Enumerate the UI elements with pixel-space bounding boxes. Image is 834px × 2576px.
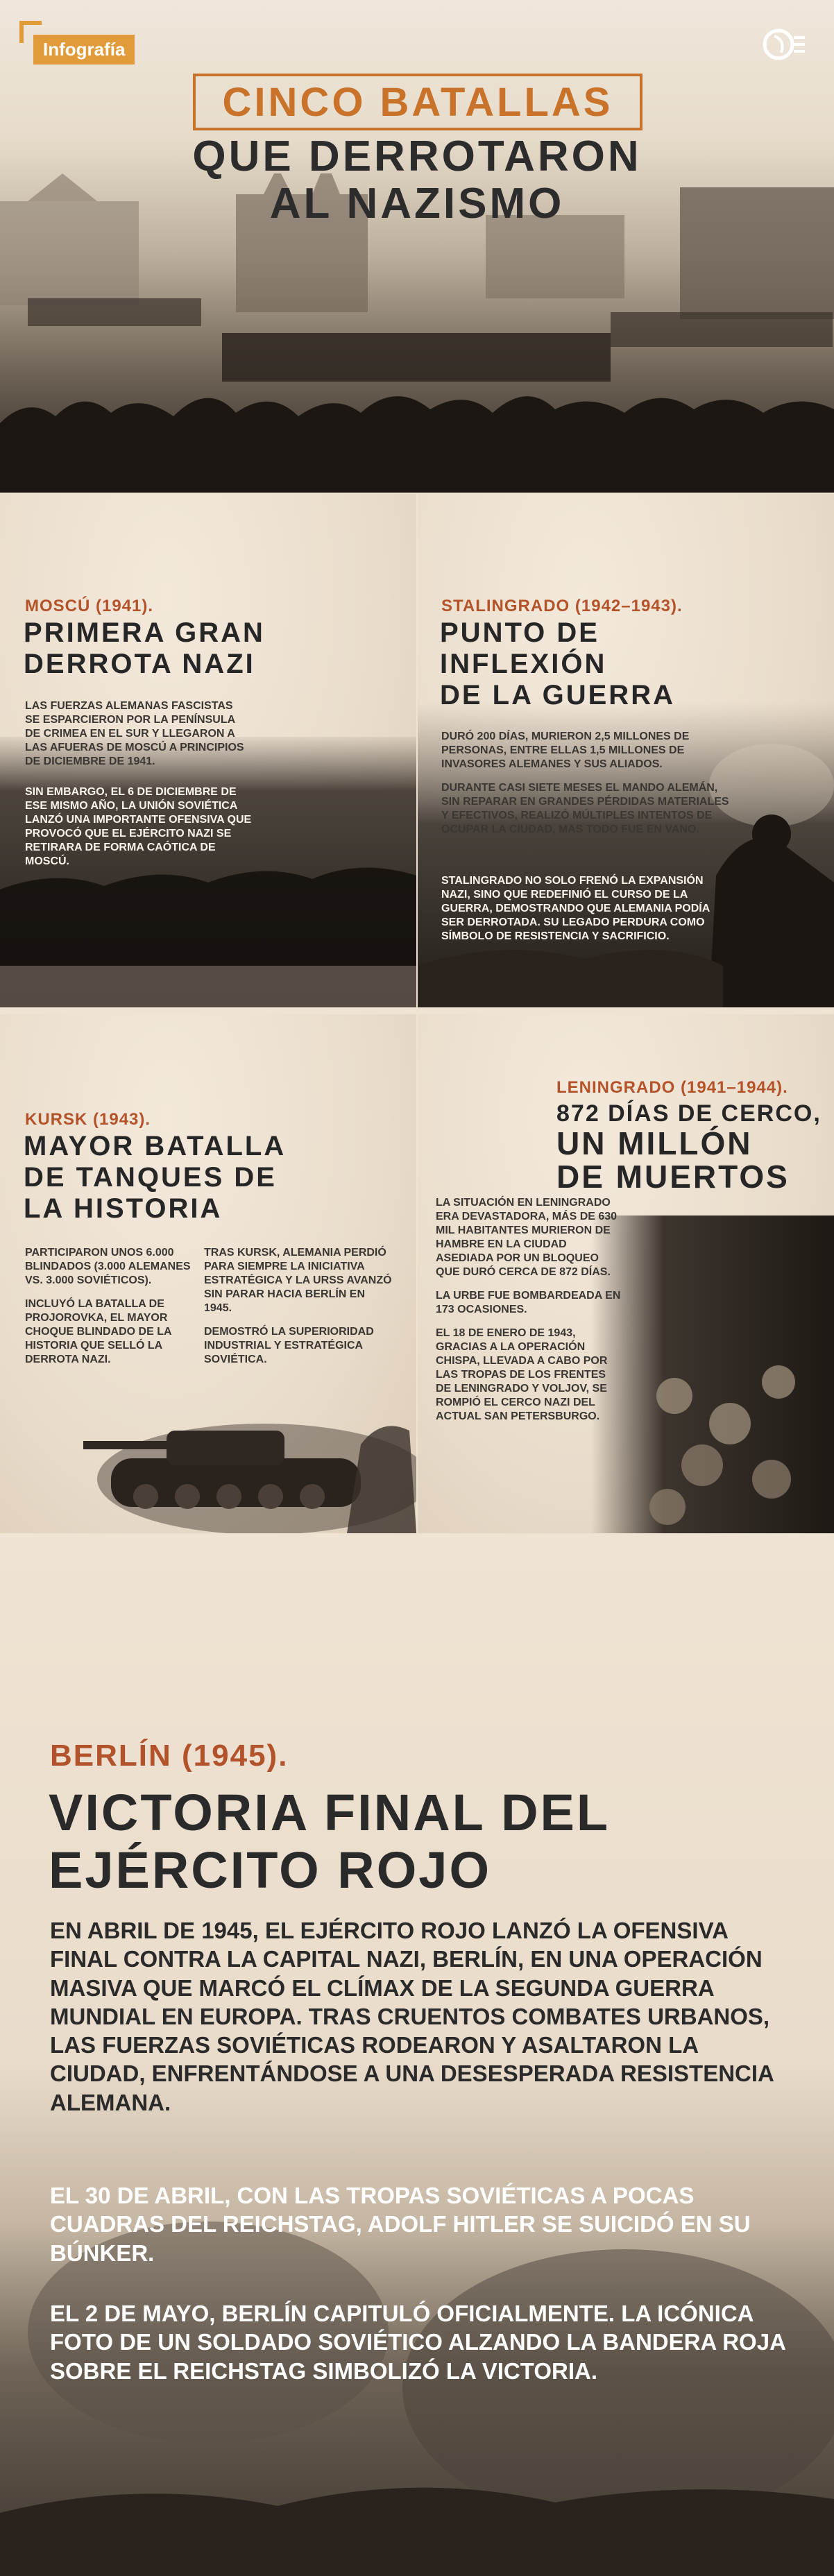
- kursk-text-left: [25, 1246, 192, 1376]
- moscu-paragraph-1: LAS FUERZAS ALEMANAS FASCISTAS SE ESPARCIERON POR LA PENÍNSULA DE CRIMEA EN EL SUR Y LLEGARON A LAS AFUERAS DE MOSCÚ A PRINCIPIOS DE DICIEMBRE DE 1941.: [25, 700, 244, 767]
- title-box: CINCO BATALLAS: [193, 74, 642, 130]
- leningrado-paragraph-3: EL 18 DE ENERO DE 1943, GRACIAS A LA OPERACIÓN CHISPA, LLEVADA A CABO POR LAS TROPAS DE LOS FRENTES DE LENINGRADO Y VOLJOV, SE ROMPIÓ EL CERCO NAZI DEL ACTUAL SAN PETERSBURGO.: [436, 1327, 608, 1422]
- stalingrado-title-line3: DE LA GUERRA: [440, 679, 675, 710]
- panel-moscu: [0, 494, 416, 1007]
- moscu-text-light: [25, 785, 261, 878]
- leningrado-paragraph-1: LA SITUACIÓN EN LENINGRADO ERA DEVASTADORA, MÁS DE 630 MIL HABITANTES MURIERON DE HAMBRE EN LA CIUDAD ASEDIADA POR UN BLOQUEO QUE DURÓ CERCA DE 872 DÍAS.: [436, 1197, 618, 1278]
- kursk-paragraph-3: TRAS KURSK, ALEMANIA PERDIÓ PARA SIEMPRE LA INICIATIVA ESTRATÉGICA Y LA URSS AVANZÓ SIN PARAR HACIA BERLÍN EN 1945.: [204, 1247, 392, 1314]
- leningrado-title-line1: 872 DÍAS DE CERCO,: [556, 1100, 822, 1127]
- berlin-title: [49, 1784, 784, 1900]
- kursk-paragraph-2: INCLUYÓ LA BATALLA DE PROJOROVKA, EL MAYOR CHOQUE BLINDADO DE LA HISTORIA QUE SELLÓ LA DERROTA NAZI.: [25, 1298, 171, 1365]
- berlin-paragraph-3: EL 2 DE MAYO, BERLÍN CAPITULÓ OFICIALMENTE. LA ICÓNICA FOTO DE UN SOLDADO SOVIÉTICO ALZANDO LA BANDERA ROJA SOBRE EL REICHSTAG SIMBOLIZÓ LA VICTORIA.: [50, 2301, 785, 2384]
- tank-photo: [83, 1375, 416, 1533]
- moscu-paragraph-2: SIN EMBARGO, EL 6 DE DICIEMBRE DE ESE MISMO AÑO, LA UNIÓN SOVIÉTICA LANZÓ UNA IMPORTANTE OFENSIVA QUE PROVOCÓ QUE EL EJÉRCITO NAZI SE RETIRARA DE FORMA CAÓTICA DE MOSCÚ.: [25, 786, 252, 867]
- stalingrado-title-line1: PUNTO DE: [440, 617, 599, 648]
- berlin-paragraph-2: EL 30 DE ABRIL, CON LAS TROPAS SOVIÉTICAS A POCAS CUADRAS DEL REICHSTAG, ADOLF HITLER SE SUICIDÓ EN SU BÚNKER.: [50, 2183, 751, 2266]
- moscu-title: [24, 617, 265, 680]
- kursk-title-line3: LA HISTORIA: [24, 1193, 223, 1224]
- panel-stalingrado: [418, 494, 834, 1007]
- kursk-text-right: [204, 1246, 395, 1376]
- stalingrado-kicker: STALINGRADO (1942–1943).: [441, 597, 683, 615]
- leningrado-paragraph-2: LA URBE FUE BOMBARDEADA EN 173 OCASIONES.: [436, 1290, 621, 1315]
- stalingrado-title-line2: INFLEXIÓN: [440, 648, 607, 679]
- stalingrado-paragraph-1: DURÓ 200 DÍAS, MURIERON 2,5 MILLONES DE PERSONAS, ENTRE ELLAS 1,5 MILLONES DE INVASORES ALEMANES Y SUS ALIADOS.: [441, 731, 690, 770]
- stalingrado-paragraph-3: STALINGRADO NO SOLO FRENÓ LA EXPANSIÓN NAZI, SINO QUE REDEFINIÓ EL CURSO DE LA GUERRA, DEMOSTRANDO QUE ALEMANIA PODÍA SER DERROTADA. SU LEGADO PERDURA COMO SÍMBOLO DE RESISTENCIA Y SACRIFICIO.: [441, 875, 710, 942]
- leningrado-title-line2: UN MILLÓN: [556, 1125, 753, 1161]
- leningrado-text: [436, 1196, 623, 1433]
- infografia-tag: Infografía: [33, 35, 135, 65]
- leningrado-photo: [591, 1216, 834, 1533]
- stalingrado-text-light: [441, 874, 733, 953]
- header-banner: [0, 0, 834, 493]
- kursk-paragraph-4: DEMOSTRÓ LA SUPERIORIDAD INDUSTRIAL Y ESTRATÉGICA SOVIÉTICA.: [204, 1326, 374, 1365]
- kursk-title-line1: MAYOR BATALLA: [24, 1131, 287, 1161]
- title-line-2: QUE DERROTARON: [192, 133, 642, 180]
- kursk-title: [24, 1131, 286, 1224]
- moscu-title-line1: PRIMERA GRAN: [24, 617, 265, 648]
- berlin-title-line1: VICTORIA FINAL DEL: [49, 1784, 611, 1841]
- moscu-text: [25, 699, 247, 778]
- kursk-title-line2: DE TANQUES DE: [24, 1161, 277, 1193]
- berlin-kicker: BERLÍN (1945).: [50, 1739, 289, 1773]
- title-line-3: AL NAZISMO: [269, 180, 565, 228]
- channel-logo-icon: [754, 26, 808, 62]
- kursk-kicker: KURSK (1943).: [25, 1110, 151, 1129]
- moscu-title-line2: DERROTA NAZI: [24, 648, 255, 679]
- leningrado-kicker: LENINGRADO (1941–1944).: [556, 1078, 788, 1097]
- panel-kursk: [0, 1014, 416, 1533]
- stalingrado-paragraph-2: DURANTE CASI SIETE MESES EL MANDO ALEMÁN, SIN REPARAR EN GRANDES PÉRDIDAS MATERIALES Y EFECTIVOS, REALIZÓ MÚLTIPLES INTENTOS DE OCUPAR LA CIUDAD, MAS TODO FUE EN VANO.: [441, 782, 729, 835]
- kursk-paragraph-1: PARTICIPARON UNOS 6.000 BLINDADOS (3.000 ALEMANES VS. 3.000 SOVIÉTICOS).: [25, 1247, 191, 1286]
- panel-leningrado: [418, 1014, 834, 1533]
- leningrado-title-line3: DE MUERTOS: [556, 1159, 790, 1195]
- stalingrado-title: [440, 617, 675, 710]
- moscu-kicker: MOSCÚ (1941).: [25, 597, 154, 615]
- berlin-title-line2: EJÉRCITO ROJO: [49, 1841, 492, 1899]
- leningrado-title: [556, 1127, 790, 1194]
- berlin-paragraph-1: EN ABRIL DE 1945, EL EJÉRCITO ROJO LANZÓ LA OFENSIVA FINAL CONTRA LA CAPITAL NAZI, BERLÍN, EN UNA OPERACIÓN MASIVA QUE MARCÓ EL CLÍMAX DE LA SEGUNDA GUERRA MUNDIAL EN EUROPA. TRAS CRUENTOS COMBATES URBANOS, LAS FUERZAS SOVIÉTICAS RODEARON Y ASALTARON LA CIUDAD, ENFRENTÁNDOSE A UNA DESESPERADA RESISTENCIA ALEMANA.: [50, 1918, 774, 2115]
- stalingrado-text: [441, 730, 733, 846]
- panel-berlin: [0, 1542, 834, 2576]
